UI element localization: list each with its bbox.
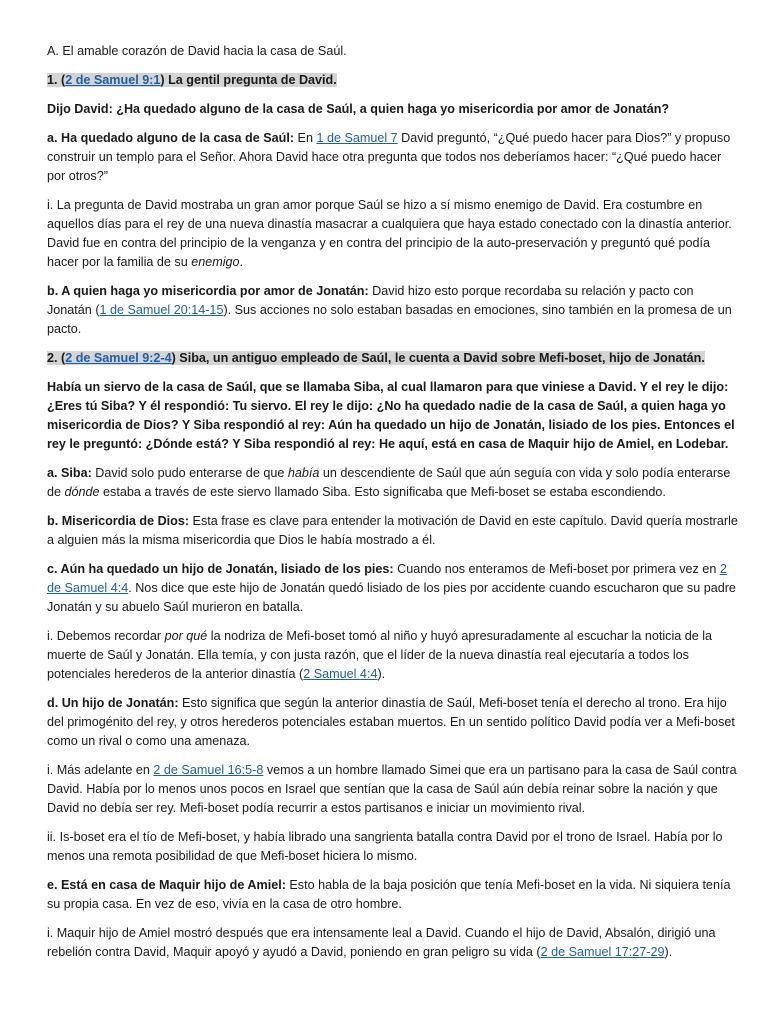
heading-1-highlight: 1. (2 de Samuel 9:1) La gentil pregunta de David. (47, 73, 337, 87)
paragraph-2d-ii: ii. Is-boset era el tío de Mefi-boset, y había librado una sangrienta batalla contra David por el trono de Israel. Había por lo menos una remota posibilidad de que Mefi-boset hiciera lo mismo. (47, 830, 723, 863)
paragraph-2e: e. Está en casa de Maquir hijo de Amiel: Esto habla de la baja posición que tenía Mefi-boset en la vida. Ni siquiera tenía su propia casa. En vez de eso, vivía en la casa de otro hombre. (47, 878, 731, 911)
section-title: A. El amable corazón de David hacia la casa de Saúl. (47, 44, 347, 58)
link-2-samuel-4-4[interactable]: 2 de Samuel 4:4 (47, 562, 727, 595)
paragraph-2a: a. Siba: David solo pudo enterarse de que había un descendiente de Saúl que aún seguía con vida y solo podía enterarse de dónde estaba a través de este siervo llamado Siba. Esto significaba que Mefi-boset se estaba escondiendo. (47, 466, 731, 499)
scripture-quote-2: Había un siervo de la casa de Saúl, que se llamaba Siba, al cual llamaron para que viniese a David. Y el rey le dijo: ¿Eres tú Siba? Y él respondió: Tu siervo. El rey le dijo: ¿No ha quedado nadie de la casa de Saúl, a quien haga yo misericordia de Dios? Y Siba respondió al rey: Aún ha quedado un hijo de Jonatán, lisiado de los pies. Entonces el rey le preguntó: ¿Dónde está? Y Siba respondió al rey: He aquí, está en casa de Maquir hijo de Amiel, en Lodebar. (47, 380, 735, 451)
heading-2 (47, 349, 738, 368)
link-2-samuel-9-2-4[interactable]: 2 de Samuel 9:2-4 (65, 351, 172, 365)
paragraph-2c-lead: c. Aún ha quedado un hijo de Jonatán, lisiado de los pies: (47, 562, 394, 576)
paragraph-2b: b. Misericordia de Dios: Esta frase es clave para entender la motivación de David en este capítulo. David quería mostrarle a alguien más la misma misericordia que Dios le había mostrado a él. (47, 514, 738, 547)
paragraph-a: a. Ha quedado alguno de la casa de Saúl: En 1 de Samuel 7 David preguntó, “¿Qué puedo hacer para Dios?” y propuso construir un templo para el Señor. Ahora David hace otra pregunta que todos nos deberíamos hacer: “¿Qué puedo hacer por otros?” (47, 131, 731, 183)
heading-2-highlight: 2. (2 de Samuel 9:2-4) Siba, un antiguo empleado de Saúl, le cuenta a David sobre Mefi-boset, hijo de Jonatán. (47, 351, 705, 365)
scripture-quote-1: Dijo David: ¿Ha quedado alguno de la casa de Saúl, a quien haga yo misericordia por amor de Jonatán? (47, 102, 670, 116)
paragraph-2d-i: i. Más adelante en 2 de Samuel 16:5-8 vemos a un hombre llamado Simei que era un partisano para la casa de Saúl contra David. Había por lo menos unos pocos en Israel que sentían que la casa de Saúl aún debía reinar sobre la nación y que David no debía ser rey. Mefi-boset podía recurrir a estos partisanos e iniciar un movimiento rival. (47, 763, 737, 815)
heading-1 (47, 71, 738, 90)
paragraph-2b-lead: b. Misericordia de Dios: (47, 514, 190, 528)
paragraph-2c-i: i. Debemos recordar por qué la nodriza de Mefi-boset tomó al niño y huyó apresuradamente al escuchar la noticia de la muerte de Saúl y Jonatán. Ella temía, y con justa razón, que el líder de la nueva dinastía real ejecutaría a todos los potenciales herederos de la anterior dinastía (2 Samuel 4:4). (47, 629, 713, 681)
paragraph-a-i: i. La pregunta de David mostraba un gran amor porque Saúl se hizo a sí mismo enemigo de David. Era costumbre en aquellos días para el rey de una nueva dinastía masacrar a cualquiera que haya estado conectado con la dinastía anterior. David fue en contra del principio de la venganza y en contra del principio de la auto-preservación y preguntó qué podía hacer por la familia de su enemigo. (47, 198, 732, 269)
link-1-samuel-20-14-15[interactable]: 1 de Samuel 20:14-15 (99, 303, 224, 317)
paragraph-b: b. A quien haga yo misericordia por amor de Jonatán: David hizo esto porque recordaba su relación y pacto con Jonatán (1 de Samuel 20:14-15). Sus acciones no solo estaban basadas en emociones, sino también en la promesa de un pacto. (47, 284, 732, 336)
paragraph-a-lead: a. Ha quedado alguno de la casa de Saúl: (47, 131, 295, 145)
paragraph-2c: c. Aún ha quedado un hijo de Jonatán, lisiado de los pies: Cuando nos enteramos de Mefi-boset por primera vez en 2 de Samuel 4:4. Nos dice que este hijo de Jonatán quedó lisiado de los pies por accidente cuando escucharon que su padre Jonatán y su abuelo Saúl murieron en batalla. (47, 562, 736, 614)
paragraph-2e-i: i. Maquir hijo de Amiel mostró después que era intensamente leal a David. Cuando el hijo de David, Absalón, dirigió una rebelión contra David, Maquir apoyó y ayudó a David, poniendo en gran peligro su vida (2 de Samuel 17:27-29). (47, 926, 716, 959)
paragraph-2a-lead: a. Siba: (47, 466, 92, 480)
paragraph-b-lead: b. A quien haga yo misericordia por amor de Jonatán: (47, 284, 369, 298)
paragraph-2d-lead: d. Un hijo de Jonatán: (47, 696, 179, 710)
link-2-samuel-9-1[interactable]: 2 de Samuel 9:1 (65, 73, 161, 87)
link-2-samuel-17-27-29[interactable]: 2 de Samuel 17:27-29 (540, 945, 665, 959)
paragraph-2e-lead: e. Está en casa de Maquir hijo de Amiel: (47, 878, 286, 892)
link-2-samuel-16-5-8[interactable]: 2 de Samuel 16:5-8 (153, 763, 264, 777)
link-2-samuel-4-4-b[interactable]: 2 Samuel 4:4 (303, 667, 378, 681)
paragraph-2d: d. Un hijo de Jonatán: Esto significa que según la anterior dinastía de Saúl, Mefi-boset tenía el derecho al trono. Era hijo del primogénito del rey, y otros herederos potenciales estaban muertos. En un sentido político David podía ver a Mefi-boset como un rival o como una amenaza. (47, 696, 735, 748)
link-1-samuel-7[interactable]: 1 de Samuel 7 (316, 131, 398, 145)
